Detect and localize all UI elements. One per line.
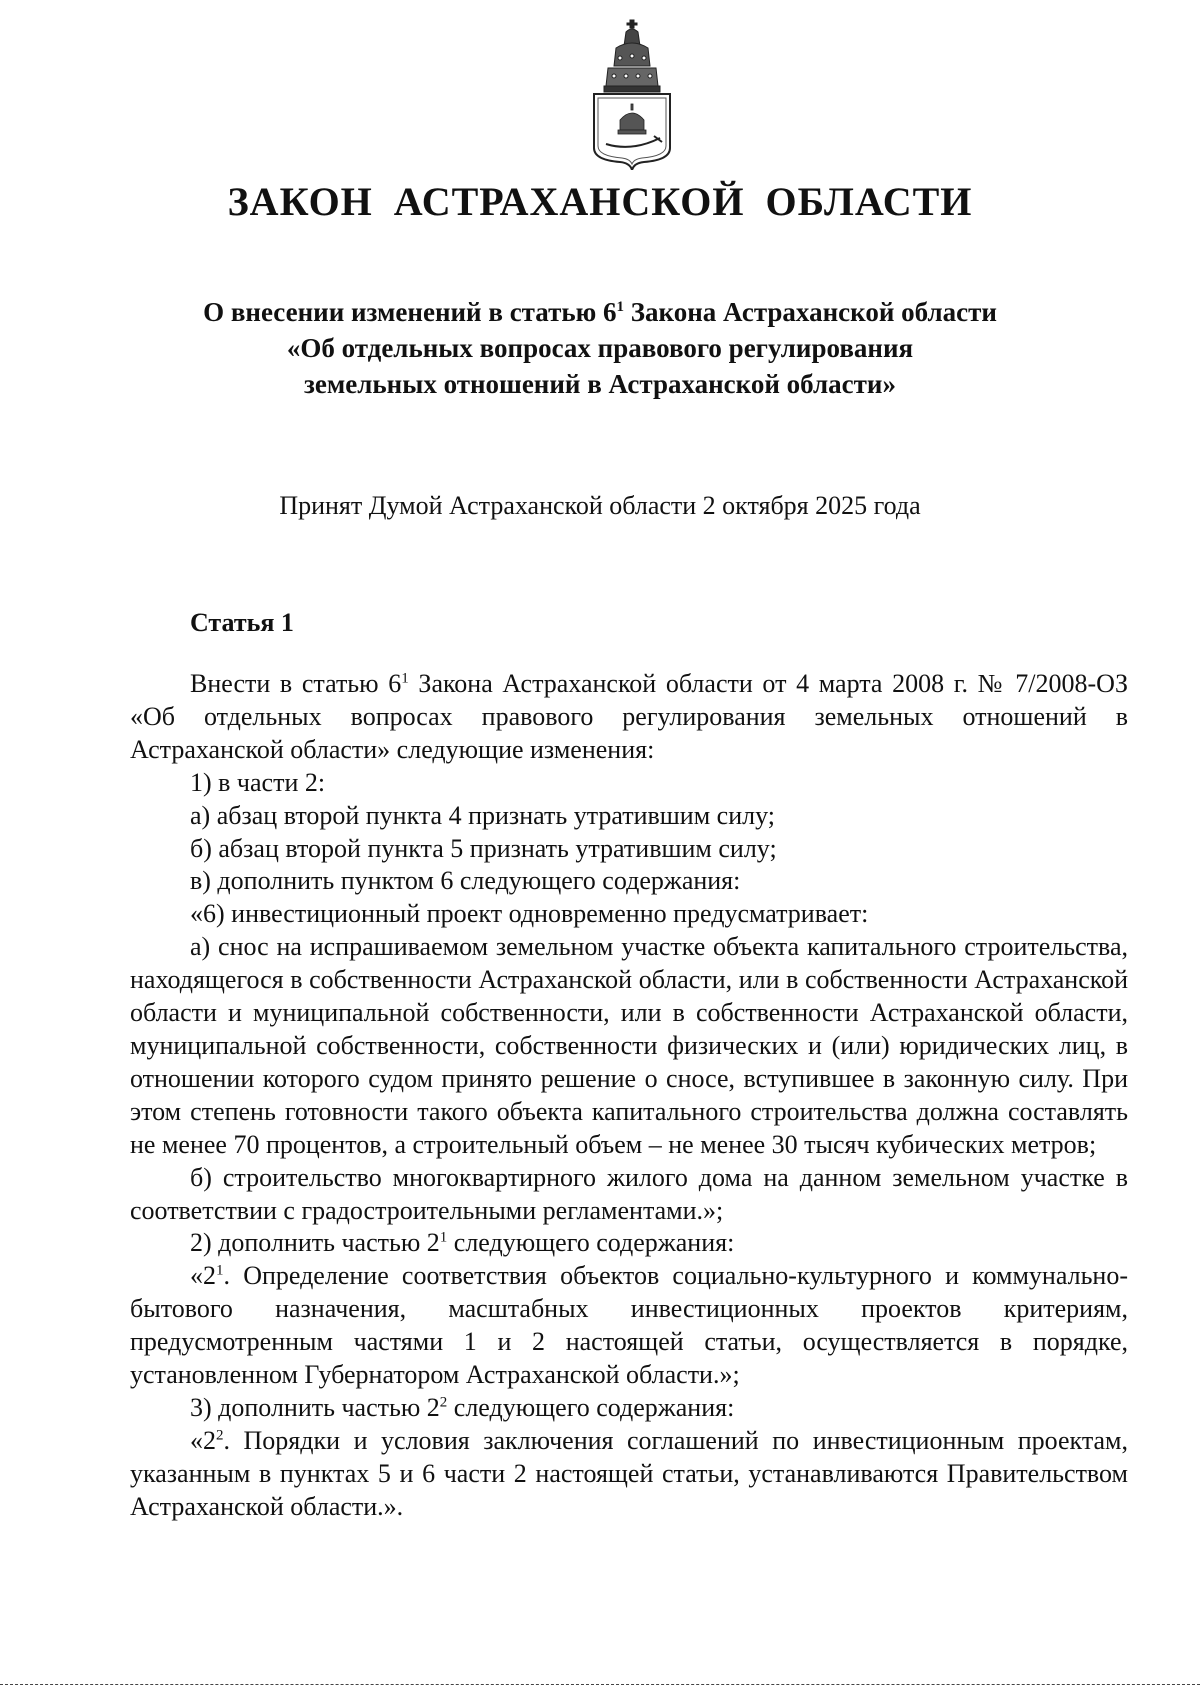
quote-2-2-superscript: 2: [216, 1427, 224, 1444]
item-3-superscript: 2: [439, 1394, 448, 1411]
bottom-divider: [0, 1684, 1200, 1685]
subtitle-line-3: земельных отношений в Астраханской области»: [304, 369, 896, 399]
quote-point-6: «6) инвестиционный проект одновременно предусматривает:: [190, 899, 869, 929]
intro-superscript: 1: [401, 670, 409, 687]
subtitle-superscript: 1: [616, 299, 624, 315]
article-intro: [130, 668, 1128, 767]
item-3-text-end: следующего содержания:: [447, 1392, 735, 1422]
item-2: [130, 1227, 1128, 1260]
item-2-text: 2) дополнить частью 2: [190, 1228, 440, 1258]
quote-2-2-prefix: «2: [190, 1425, 216, 1455]
item-3: [130, 1392, 1128, 1425]
item-2-superscript: 1: [439, 1229, 448, 1246]
quote-2-2-text: . Порядки и условия заключения соглашений по инвестиционным проектам, указанным в пунктах 5 и 6 части 2 настоящей статьи, устанавливаются Правительством Астраханской области.».: [130, 1425, 1128, 1521]
law-subtitle: [0, 294, 1200, 402]
item-1: 1) в части 2:: [190, 767, 326, 797]
subtitle-line-1: [0, 294, 1200, 330]
astrakhan-coat-of-arms-icon: [580, 18, 684, 170]
intro-text-end: Закона Астраханской области от 4 марта 2008 г. № 7/2008-ОЗ «Об отдельных вопросах правового регулирования земельных отношений в Астраханской области» следующие изменения:: [130, 669, 1128, 764]
intro-text: Внести в статью 6: [190, 669, 402, 698]
quote-point-6a: а) снос на испрашиваемом земельном участке объекта капитального строительства, находящегося в собственности Астраханской области, или в собственности Астраханской области и муниципальной собственности, или в собственности Астраханской области, муниципальной собственности, собственности физических и (или) юридических лиц, в отношении которого судом принято решение о сносе, вступившее в законную силу. При этом степень готовности такого объекта капитального строительства должна составлять не менее 70 процентов, а строительный объем – не менее 30 тысяч кубических метров;: [130, 932, 1128, 1159]
quote-part-2-2: [130, 1425, 1128, 1524]
item-1c: в) дополнить пунктом 6 следующего содержания:: [190, 866, 741, 896]
quote-2-1-text: . Определение соответствия объектов социально-культурного и коммунально-бытового назначения, масштабных инвестиционных проектов критериям, предусмотренным частями 1 и 2 настоящей статьи, осуществляется в порядке, установленном Губернатором Астраханской области.»;: [130, 1261, 1128, 1390]
item-1b: б) абзац второй пункта 5 признать утратившим силу;: [190, 833, 777, 863]
adoption-note: Принят Думой Астраханской области 2 октября 2025 года: [279, 491, 921, 520]
article-heading: Статья 1: [190, 608, 294, 637]
quote-part-2-1: [130, 1260, 1128, 1392]
subtitle-line-1-text: О внесении изменений в статью 6: [203, 297, 617, 327]
item-1a: а) абзац второй пункта 4 признать утратившим силу;: [190, 800, 775, 830]
subtitle-line-1-text-end: Закона Астраханской области: [624, 297, 997, 327]
quote-point-6b: б) строительство многоквартирного жилого дома на данном земельном участке в соответствии с градостроительными регламентами.»;: [130, 1162, 1128, 1225]
quote-2-1-prefix: «2: [190, 1261, 216, 1291]
item-2-text-end: следующего содержания:: [447, 1228, 735, 1258]
law-title: ЗАКОН АСТРАХАНСКОЙ ОБЛАСТИ: [227, 179, 973, 224]
quote-2-1-superscript: 1: [216, 1262, 224, 1279]
article-body: [130, 668, 1128, 1524]
item-3-text: 3) дополнить частью 2: [190, 1392, 440, 1422]
subtitle-line-2: «Об отдельных вопросах правового регулирования: [286, 333, 914, 363]
